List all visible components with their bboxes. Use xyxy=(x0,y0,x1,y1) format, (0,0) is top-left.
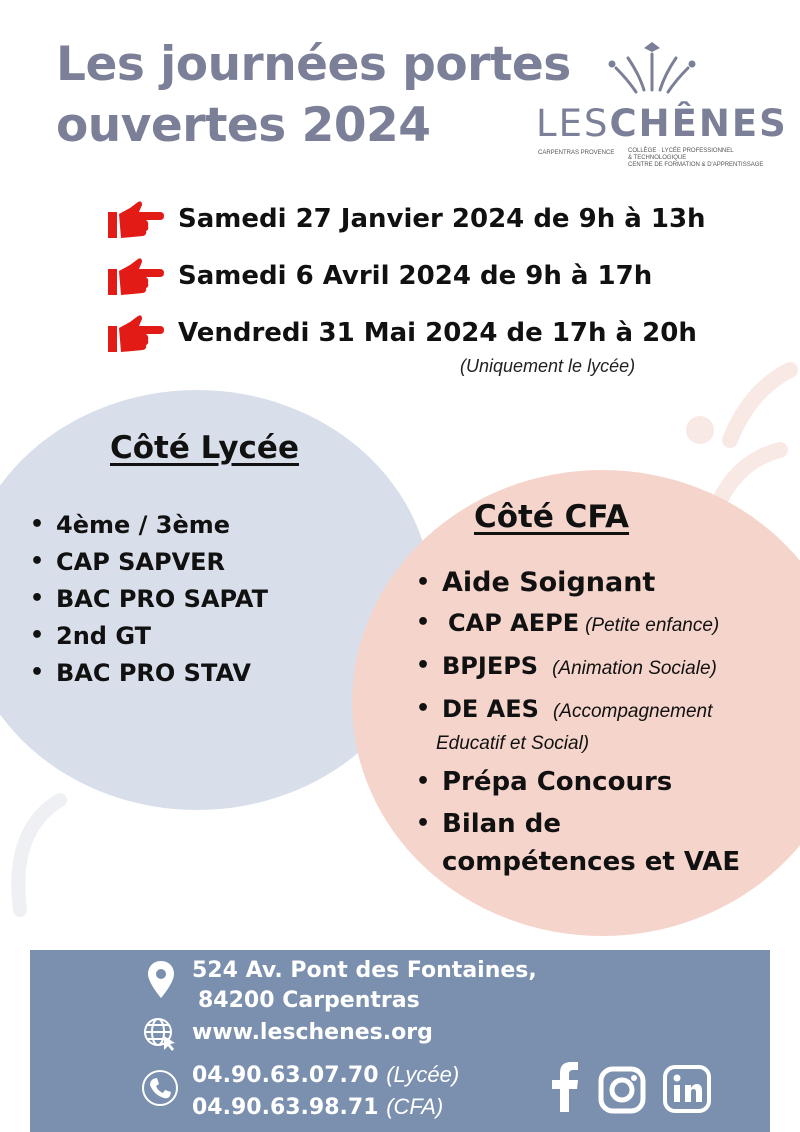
page-title xyxy=(56,34,571,156)
list-item: • Bilan de compétences et VAE xyxy=(414,805,752,881)
logo-description: COLLÈGE · LYCÉE PROFESSIONNEL & TECHNOLOGIQUE CENTRE DE FORMATION & D'APPRENTISSAGE xyxy=(628,148,764,168)
list-item: • Prépa Concours xyxy=(414,765,752,799)
linkedin-icon[interactable] xyxy=(662,1064,712,1114)
list-item: • CAP SAPVER xyxy=(28,547,268,584)
globe-icon xyxy=(142,1016,178,1052)
list-item: • BAC PRO SAPAT xyxy=(28,584,268,621)
date-text: Samedi 27 Janvier 2024 de 9h à 13h xyxy=(178,204,706,234)
list-item: • BPJEPS (Animation Sociale) xyxy=(414,649,752,686)
lycee-list xyxy=(28,510,268,695)
date-text: Samedi 6 Avril 2024 de 9h à 17h xyxy=(178,261,653,291)
address-line-1: 524 Av. Pont des Fontaines, xyxy=(192,958,537,983)
date-text: Vendredi 31 Mai 2024 de 17h à 20h xyxy=(178,318,697,348)
phone-lycee: 04.90.63.07.70 (Lycée) xyxy=(192,1062,460,1088)
contact-footer xyxy=(30,950,770,1132)
logo-rays-icon xyxy=(536,40,772,102)
pointing-hand-icon xyxy=(108,257,164,297)
pointing-hand-icon xyxy=(108,314,164,354)
logo-wordmark: LESCHÊNES xyxy=(536,102,788,145)
lycee-title: Côté Lycée xyxy=(110,430,299,466)
date-note: (Uniquement le lycée) xyxy=(460,356,636,376)
logo-location: CARPENTRAS PROVENCE xyxy=(538,150,615,156)
list-item: • DE AES (Accompagnement Educatif et Social) xyxy=(414,692,752,759)
les-chenes-logo xyxy=(536,40,788,178)
title-line-2: ouvertes 2024 xyxy=(56,98,431,153)
list-item: • Aide Soignant xyxy=(414,566,752,600)
cfa-title: Côté CFA xyxy=(474,499,630,535)
cfa-list xyxy=(414,566,752,887)
list-item: • CAP AEPE (Petite enfance) xyxy=(414,606,752,643)
title-line-1: Les journées portes xyxy=(56,37,571,92)
instagram-icon[interactable] xyxy=(598,1066,646,1114)
facebook-icon[interactable] xyxy=(550,1062,580,1112)
address-line-2: 84200 Carpentras xyxy=(198,988,420,1013)
list-item: • BAC PRO STAV xyxy=(28,658,268,695)
list-item: • 4ème / 3ème xyxy=(28,510,268,547)
list-item: • 2nd GT xyxy=(28,621,268,658)
location-pin-icon xyxy=(146,960,176,1000)
website-link[interactable]: www.leschenes.org xyxy=(192,1020,433,1045)
phone-icon xyxy=(140,1068,180,1108)
pointing-hand-icon xyxy=(108,200,164,240)
phone-cfa: 04.90.63.98.71 (CFA) xyxy=(192,1094,444,1120)
